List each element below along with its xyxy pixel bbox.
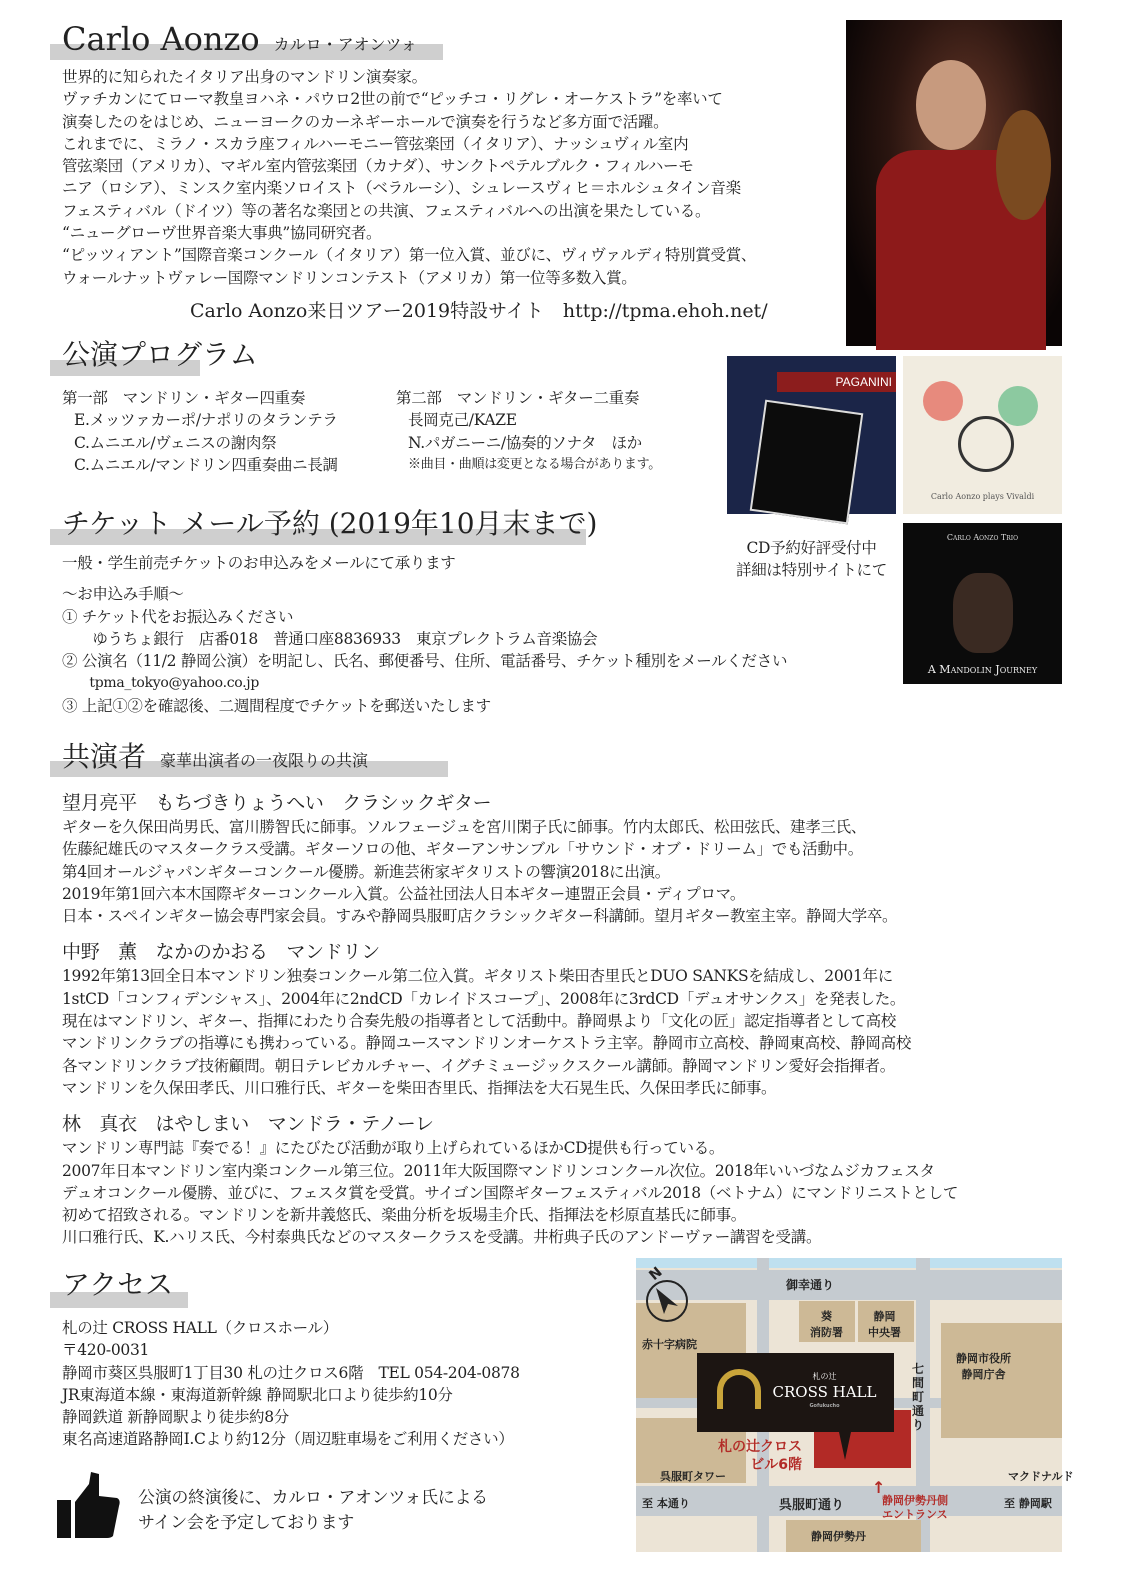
coperformer-bio-line: ギターを久保田尚男氏、富川勝智氏に師事。ソルフェージュを宮川閑子氏に師事。竹内太郎氏、松田弦氏、建孝三氏、: [62, 818, 867, 836]
coperformer-bio-line: 1stCD「コンフィデンシャス」、2004年に2ndCD「カレイドスコープ」、2008年に3rdCD「デュオサンクス」を発表した。: [62, 989, 906, 1008]
thumbs-up-icon: [55, 1470, 121, 1540]
access-info: [62, 1317, 520, 1451]
site-link[interactable]: http://tpma.ehoh.net/: [562, 300, 768, 322]
access-line: 〒420-0031: [62, 1341, 150, 1360]
bio-line: “ピッツィアント”国際音楽コンクール（イタリア）第一位入賞、並びに、ヴィヴァルディ特別賞受賞、: [62, 246, 757, 265]
ticket-line: ～お申込み手順～: [62, 585, 184, 604]
coperformer: [62, 790, 958, 927]
mcd-label: マクドナルド: [1008, 1470, 1074, 1483]
bio-line: ヴァチカンにてローマ教皇ヨハネ・パウロ2世の前で“ピッチコ・リグレ・オーケストラ”を率いて: [62, 90, 723, 109]
access-line: JR東海道本線・東海道新幹線 静岡駅北口より徒歩約10分: [62, 1385, 453, 1404]
road-label: 七間町通り: [912, 1362, 925, 1432]
pointer-icon: [839, 1432, 851, 1460]
fire-station-label: [810, 1308, 843, 1340]
ticket-line: ③ 上記①②を確認後、二週間程度でチケットを郵送いたします: [62, 696, 491, 715]
program-part1: [62, 387, 338, 476]
coperformer-name: 中野 薫 なかのかおる マンドリン: [62, 941, 380, 964]
coperformer: [62, 939, 958, 1099]
direction-label: 至 本通り: [642, 1497, 690, 1510]
wheel: [958, 416, 1014, 472]
access-line: 東名高速道路静岡I.Cより約12分（周辺駐車場をご利用ください）: [62, 1430, 514, 1449]
compass-icon: [646, 1280, 688, 1322]
notice-line: 公演の終演後に、カルロ・アオンツォ氏による: [138, 1488, 488, 1508]
coperformer-bio-line: 日本・スペインギター協会専門家会員。すみや静岡呉服町店クラシックギター科講師。望月ギター教室主宰。静岡大学卒。: [62, 907, 898, 926]
coperformer-bio-line: 第4回オールジャパンギターコンクール優勝。新進芸術家ギタリストの響演2018に出演。: [62, 862, 670, 881]
coperformer-name: 林 真衣 はやしまい マンドラ・テノーレ: [62, 1113, 434, 1136]
bio-line: “ニューグローヴ世界音楽大事典”協同研究者。: [62, 224, 382, 243]
face: [916, 60, 986, 150]
artist-name-en: Carlo Aonzo: [62, 20, 260, 58]
coperformer-bio-line: マンドリンクラブの指導にも携わっている。静岡ユースマンドリンオーケストラ主宰。静岡市立高校、静岡東高校、静岡高校: [62, 1034, 912, 1053]
cd-photo: [750, 400, 864, 525]
bio-line: これまでに、ミラノ・スカラ座フィルハーモニー管弦楽団（イタリア）、ナッシュヴィル室内: [62, 134, 689, 153]
isetan-label: 静岡伊勢丹: [811, 1530, 866, 1543]
bio-line: ウォールナットヴァレー国際マンドリンコンテスト（アメリカ）第一位等多数入賞。: [62, 268, 637, 287]
hall-logo-icon: [717, 1369, 761, 1409]
artist-name-ja: カルロ・アオンツォ: [273, 35, 417, 54]
road-label: 御幸通り: [786, 1278, 835, 1292]
coperformer-bio-line: 初めて招致される。マンドリンを新井義悠氏、楽曲分析を坂場圭介氏、指揮法を杉原直基氏に師事。: [62, 1206, 747, 1225]
program-note: ※曲目・曲順は変更となる場合があります。: [408, 456, 661, 472]
ticket-line: ゆうちょ銀行 店番018 普通口座8836933 東京プレクトラム音楽協会: [62, 629, 598, 648]
program-item: 長岡克己/KAZE: [408, 411, 517, 430]
coperformer-name: 望月亮平 もちづきりょうへい クラシックギター: [62, 792, 492, 814]
road: [636, 1270, 1062, 1300]
signing-notice: [138, 1486, 488, 1536]
coperformer-list: [62, 790, 958, 1261]
subheading: 豪華出演者の一夜限りの共演: [160, 751, 369, 770]
program-item: C.ムニエル/ヴェニスの謝肉祭: [74, 433, 277, 452]
coperformer-bio-line: マンドリン専門誌『奏でる！』にたびたび活動が取り上げられているほかCD提供も行っている。: [62, 1139, 725, 1158]
hall-name: CROSS HALL: [772, 1383, 877, 1401]
cd-vivaldi: [903, 356, 1062, 514]
coperformer-bio-line: マンドリンを久保田孝氏、川口雅行氏、ギターを柴田杏里氏、指揮法を大石晃生氏、久保田孝氏に師事。: [62, 1078, 777, 1097]
program-item: C.ムニエル/マンドリン四重奏曲ニ長調: [74, 455, 338, 474]
label-line: 中央署: [868, 1326, 901, 1339]
label-line: 消防署: [810, 1326, 843, 1339]
hall-sub: Gofukucho: [809, 1403, 840, 1409]
access-map: [636, 1258, 1074, 1552]
cd-header: Carlo Aonzo Trio: [946, 533, 1019, 542]
cd-title: A Mandolin Journey: [927, 663, 1038, 676]
program-item: E.メッツァカーポ/ナポリのタランテラ: [74, 411, 338, 430]
coperformer-bio-line: デュオコンクール優勝、並びに、フェスタ賞を受賞。サイゴン国際ギターフェスティバル2018（ベトナム）にマンドリニストとして: [62, 1183, 959, 1202]
site-line: [190, 296, 768, 323]
bio-line: 演奏したのをはじめ、ニューヨークのカーネギーホールで演奏を行うなど多方面で活躍。: [62, 112, 669, 131]
road: [636, 1486, 1062, 1516]
artist-heading: [62, 22, 417, 62]
ticket-email-link[interactable]: tpma_tokyo@yahoo.co.jp: [62, 675, 259, 692]
label-line: 静岡庁舎: [961, 1368, 1006, 1381]
access-heading: アクセス: [62, 1268, 174, 1301]
cd-caption-line: 詳細は特別サイトにて: [736, 561, 887, 580]
coperformers-heading: [62, 740, 368, 778]
access-line: 静岡市葵区呉服町1丁目30 札の辻クロス6階 TEL 054-204-0878: [62, 1363, 520, 1382]
direction-label: 至 静岡駅: [1004, 1497, 1052, 1510]
hospital-label: 赤十字病院: [642, 1338, 697, 1351]
bio-line: 管弦楽団（アメリカ）、マギル室内管弦楽団（カナダ）、サンクトペテルブルク・フィルハーモ: [62, 157, 694, 176]
cd-caption-line: CD予約好評受付中: [746, 539, 877, 557]
cd-paganini: [727, 356, 896, 514]
label-line: エントランス: [882, 1508, 948, 1521]
cd-mandolin-journey: [903, 523, 1062, 684]
coperformer-bio-line: 各マンドリンクラブ技術顧問。朝日テレビカルチャー、イグチミュージックスクール講師。静岡マンドリン愛好会指揮者。: [62, 1056, 895, 1075]
ticket-info: [62, 552, 787, 717]
hall-small: 札の辻: [812, 1372, 837, 1381]
bio-line: ニア（ロシア）、ミンスク室内楽ソロイスト（ベラルーシ）、シュレースヴィヒ＝ホルシュタイン音楽: [62, 179, 741, 198]
program-item: N.パガニーニ/協奏的ソナタ ほか: [408, 433, 642, 452]
coperformer-bio-line: 2019年第1回六本木国際ギターコンクール入賞。公益社団法人日本ギター連盟正会員・ディプロマ。: [62, 884, 746, 903]
artist-bio: [62, 66, 756, 289]
label-line: 静岡市役所: [956, 1352, 1011, 1365]
ticket-line: ① チケット代をお振込みください: [62, 607, 294, 626]
ticket-heading: チケット メール予約 (2019年10月末まで): [62, 507, 598, 540]
road-label: 呉服町通り: [779, 1498, 845, 1513]
decor-circle: [998, 386, 1038, 426]
ticket-line: ② 公演名（11/2 静岡公演）を明記し、氏名、郵便番号、住所、電話番号、チケット種別をメールください: [62, 652, 788, 671]
access-line: 静岡鉄道 新静岡駅より徒歩約8分: [62, 1408, 289, 1427]
police-label: [868, 1308, 901, 1340]
coperformer-bio-line: 1992年第13回全日本マンドリン独奏コンクール第二位入賞。ギタリスト柴田杏里氏とDUO SANKSを結成し、2001年に: [62, 967, 893, 986]
label-line: 札の辻クロス: [718, 1439, 802, 1455]
coperformer: [62, 1111, 958, 1248]
heading-text: 共演者: [62, 740, 147, 773]
decor-circle: [923, 381, 963, 421]
artist-photo: [846, 20, 1062, 346]
program-heading: 公演プログラム: [62, 338, 258, 371]
cd-title: Carlo Aonzo plays Vivaldi: [930, 492, 1035, 501]
part1-title: 第一部 マンドリン・ギター四重奏: [62, 389, 306, 407]
bio-line: フェスティバル（ドイツ）等の著名な楽団との共演、フェスティバルへの出演を果たしている。: [62, 201, 711, 220]
cd-title: PAGANINI: [777, 372, 896, 392]
coperformer-bio-line: 川口雅行氏、K.ハリス氏、今村泰典氏などのマスタークラスを受講。井桁典子氏のアンドーヴァー講習を受講。: [62, 1228, 822, 1247]
coperformer-bio-line: 佐藤紀雄氏のマスタークラス受講。ギターソロの他、ギターアンサンブル「サウンド・オブ・ドリーム」でも活動中。: [62, 840, 863, 859]
notice-line: サイン会を予定しております: [138, 1513, 354, 1533]
access-line: 札の辻 CROSS HALL（クロスホール）: [62, 1319, 338, 1337]
cd-photo: [953, 573, 1013, 653]
site-label: Carlo Aonzo来日ツアー2019特設サイト: [190, 300, 544, 322]
ticket-line: 一般・学生前売チケットのお申込みをメールにて承ります: [62, 554, 456, 572]
label-line: 静岡: [873, 1310, 896, 1323]
coperformer-bio-line: 2007年日本マンドリン室内楽コンクール第三位。2011年大阪国際マンドリンコンクール次位。2018年いいづなムジカフェスタ: [62, 1161, 935, 1180]
arrow-up-icon: ↑: [872, 1478, 886, 1497]
mandolin: [996, 110, 1051, 220]
bio-line: 世界的に知られたイタリア出身のマンドリン演奏家。: [62, 68, 427, 86]
program-part2: [396, 387, 661, 476]
label-line: ビル6階: [750, 1457, 802, 1473]
compass-label: N: [646, 1264, 666, 1284]
cross-hall-sign: [697, 1353, 894, 1432]
label-line: 葵: [821, 1310, 832, 1323]
label-line: 静岡伊勢丹側: [882, 1494, 948, 1507]
river: [636, 1258, 1062, 1268]
part2-title: 第二部 マンドリン・ギター二重奏: [396, 389, 640, 407]
coperformer-bio-line: 現在はマンドリン、ギター、指揮にわたり合奏先般の指導者として活動中。静岡県より「文化の匠」認定指導者として高校: [62, 1012, 896, 1031]
entrance-label: [882, 1494, 948, 1522]
building-label: [718, 1438, 802, 1474]
cityhall-label: [956, 1350, 1011, 1382]
tower-label: 呉服町タワー: [660, 1470, 726, 1483]
